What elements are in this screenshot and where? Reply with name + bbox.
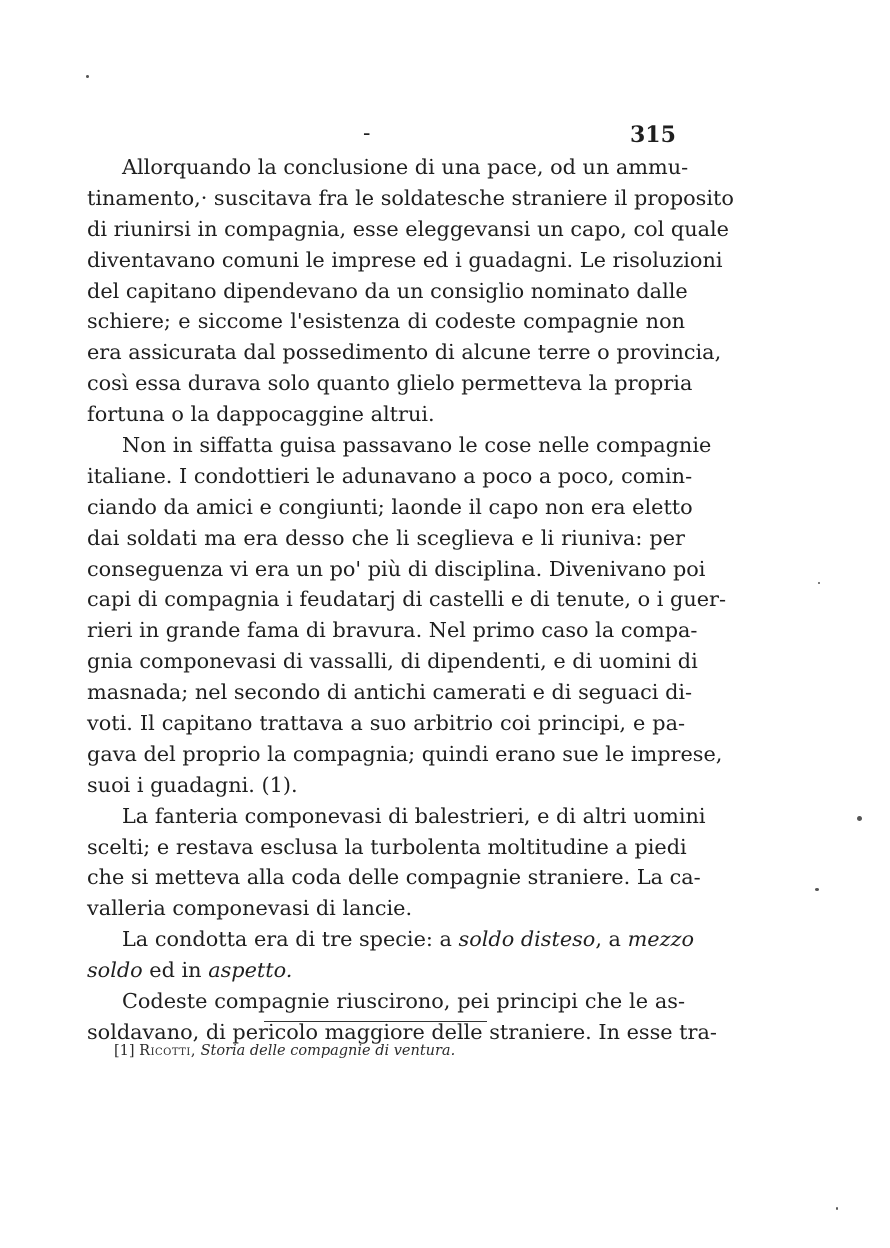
paper-speck: [815, 888, 819, 891]
footnote-marker: [1]: [114, 1043, 135, 1059]
paragraph-2: [87, 430, 727, 801]
text-line: dai soldati ma era desso che li sceglieva e li riuniva: per: [87, 525, 685, 550]
text-segment: ed in: [142, 958, 209, 983]
text-line-with-italics: [87, 955, 685, 986]
text-line: voti. Il capitano trattava a suo arbitrio coi principi, e pa-: [87, 711, 685, 736]
paper-speck: [818, 582, 820, 584]
text-line-with-italics: [87, 924, 695, 955]
footnote: [114, 1042, 455, 1060]
paragraph-5: [87, 986, 717, 1048]
text-line: masnada; nel secondo di antichi camerati e di seguaci di-: [87, 680, 693, 705]
italic-term: aspetto.: [208, 958, 293, 983]
text-line: così essa durava solo quanto glielo permetteva la propria: [87, 371, 693, 396]
text-line: gava del proprio la compagnia; quindi erano sue le imprese,: [87, 741, 723, 766]
italic-term: mezzo: [627, 927, 695, 952]
header-dash: -: [363, 121, 371, 146]
paper-speck: [86, 75, 89, 78]
paragraph-4: [87, 924, 695, 986]
paragraph-1: [87, 152, 734, 430]
text-line: Non in siffatta guisa passavano le cose nelle compagnie: [122, 433, 712, 458]
text-line: che si metteva alla coda delle compagnie straniere. La ca-: [87, 865, 701, 890]
footnote-author: Ricotti,: [139, 1043, 196, 1059]
text-line: suoi i guadagni. (1).: [87, 772, 298, 797]
text-line: soldavano, di pericolo maggiore delle straniere. In esse tra-: [87, 1019, 717, 1044]
text-line: gnia componevasi di vassalli, di dipendenti, e di uomini di: [87, 649, 698, 674]
text-line: era assicurata dal possedimento di alcune terre o provincia,: [87, 340, 722, 365]
text-line: La fanteria componevasi di balestrieri, e di altri uomini: [122, 803, 706, 828]
text-line: valleria componevasi di lancie.: [87, 896, 413, 921]
italic-term: soldo: [87, 958, 143, 983]
text-line: diventavano comuni le imprese ed i guadagni. Le risoluzioni: [87, 247, 723, 272]
text-line: capi di compagnia i feudatarj di castelli e di tenute, o i guer-: [87, 587, 727, 612]
text-line: rieri in grande fama di bravura. Nel primo caso la compa-: [87, 618, 698, 643]
text-segment: , a: [595, 927, 628, 952]
text-line: scelti; e restava esclusa la turbolenta moltitudine a piedi: [87, 834, 687, 859]
text-segment: La condotta era di tre specie: a: [122, 927, 459, 952]
text-line: schiere; e siccome l'esistenza di codeste compagnie non: [87, 309, 685, 334]
body-text: [87, 152, 734, 1048]
text-line: Allorquando la conclusione di una pace, od un ammu-: [122, 155, 689, 179]
text-line: conseguenza vi era un po' più di disciplina. Divenivano poi: [87, 556, 706, 581]
text-line: tinamento,· suscitava fra le soldatesche straniere il proposito: [87, 185, 734, 210]
text-line: fortuna o la dappocaggine altrui.: [87, 402, 435, 427]
paper-speck: [836, 1207, 838, 1210]
paper-speck: [857, 816, 862, 821]
footnote-title: Storia delle compagnie di ventura.: [200, 1043, 456, 1059]
italic-term: soldo disteso: [458, 927, 596, 952]
text-line: del capitano dipendevano da un consiglio nominato dalle: [87, 278, 688, 303]
text-line: di riunirsi in compagnia, esse eleggevansi un capo, col quale: [87, 216, 729, 241]
page-number: 315: [630, 122, 676, 148]
paragraph-3: [87, 801, 706, 925]
text-line: ciando da amici e congiunti; laonde il capo non era eletto: [87, 494, 693, 519]
text-line: italiane. I condottieri le adunavano a poco a poco, comin-: [87, 463, 693, 488]
footnote-divider: [264, 1021, 487, 1022]
text-line: Codeste compagnie riuscirono, pei principi che le as-: [122, 989, 685, 1014]
